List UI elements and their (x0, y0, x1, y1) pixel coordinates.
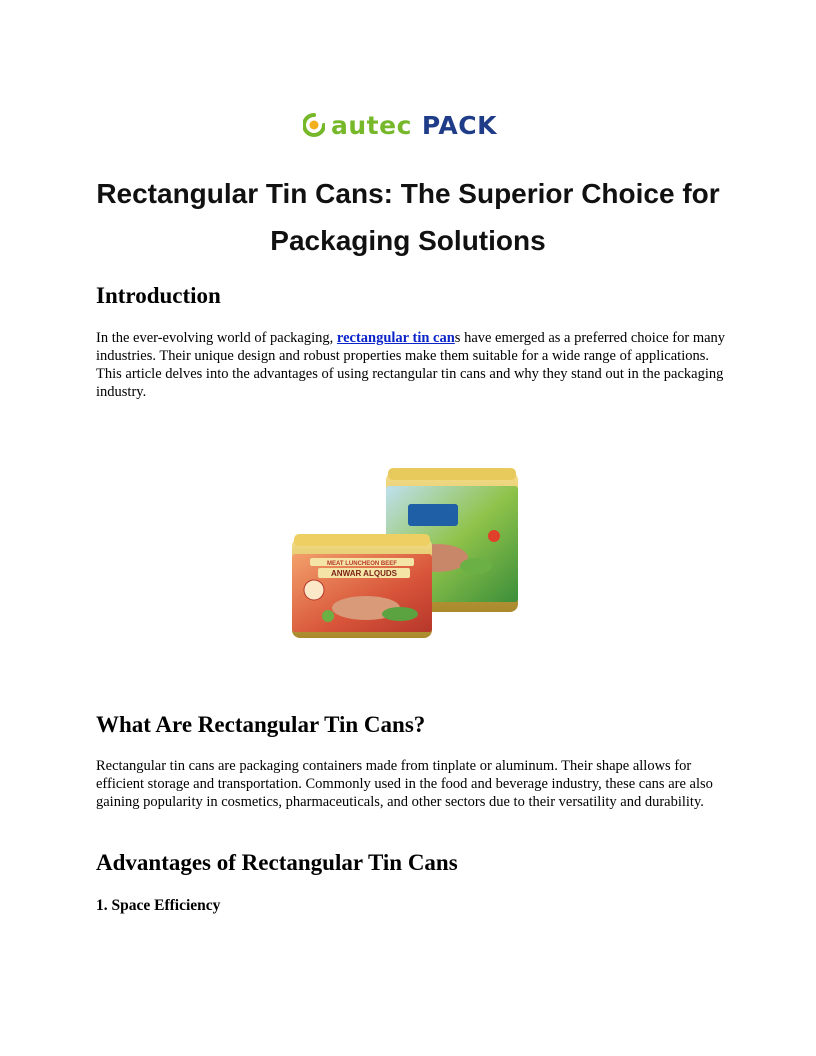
can-front-brand-text: ANWAR ALQUDS (331, 569, 397, 578)
what-heading: What Are Rectangular Tin Cans? (96, 712, 426, 737)
logo-text-pack: PACK (421, 110, 498, 140)
tin-cans-product-image (288, 466, 524, 642)
intro-heading: Introduction (96, 283, 221, 308)
rectangular-tin-can-link[interactable]: rectangular tin can (336, 330, 455, 346)
logo-mark-icon (303, 113, 325, 137)
logo-text-autec: autec (331, 110, 412, 140)
intro-text-before: In the ever-evolving world of packaging, (96, 330, 337, 346)
page-title: Rectangular Tin Cans: The Superior Choice for Packaging Solutions (96, 178, 720, 256)
intro-paragraph (96, 329, 726, 401)
what-paragraph: Rectangular tin cans are packaging containers made from tinplate or aluminum. Their shape allows for efficient storage and transportation. Commonly used in the food and beverage industry, these cans are also gaining popularity in cosmetics, pharmaceuticals, and other sectors due to their versatility and durability. (96, 758, 713, 810)
can-front-banner-text: MEAT LUNCHEON BEEF (327, 561, 397, 567)
front-can (292, 534, 432, 638)
company-logo (303, 108, 497, 142)
advantages-heading: Advantages of Rectangular Tin Cans (96, 850, 458, 875)
intro-text-after: s have emerged as a preferred choice for many industries. Their unique design and robust properties make them suitable for a wide range of applications. This article delves into the advantages of using rectangular tin cans and why they stand out in the packaging industry. (96, 330, 726, 400)
advantage-item-space-efficiency: 1. Space Efficiency (96, 897, 221, 914)
